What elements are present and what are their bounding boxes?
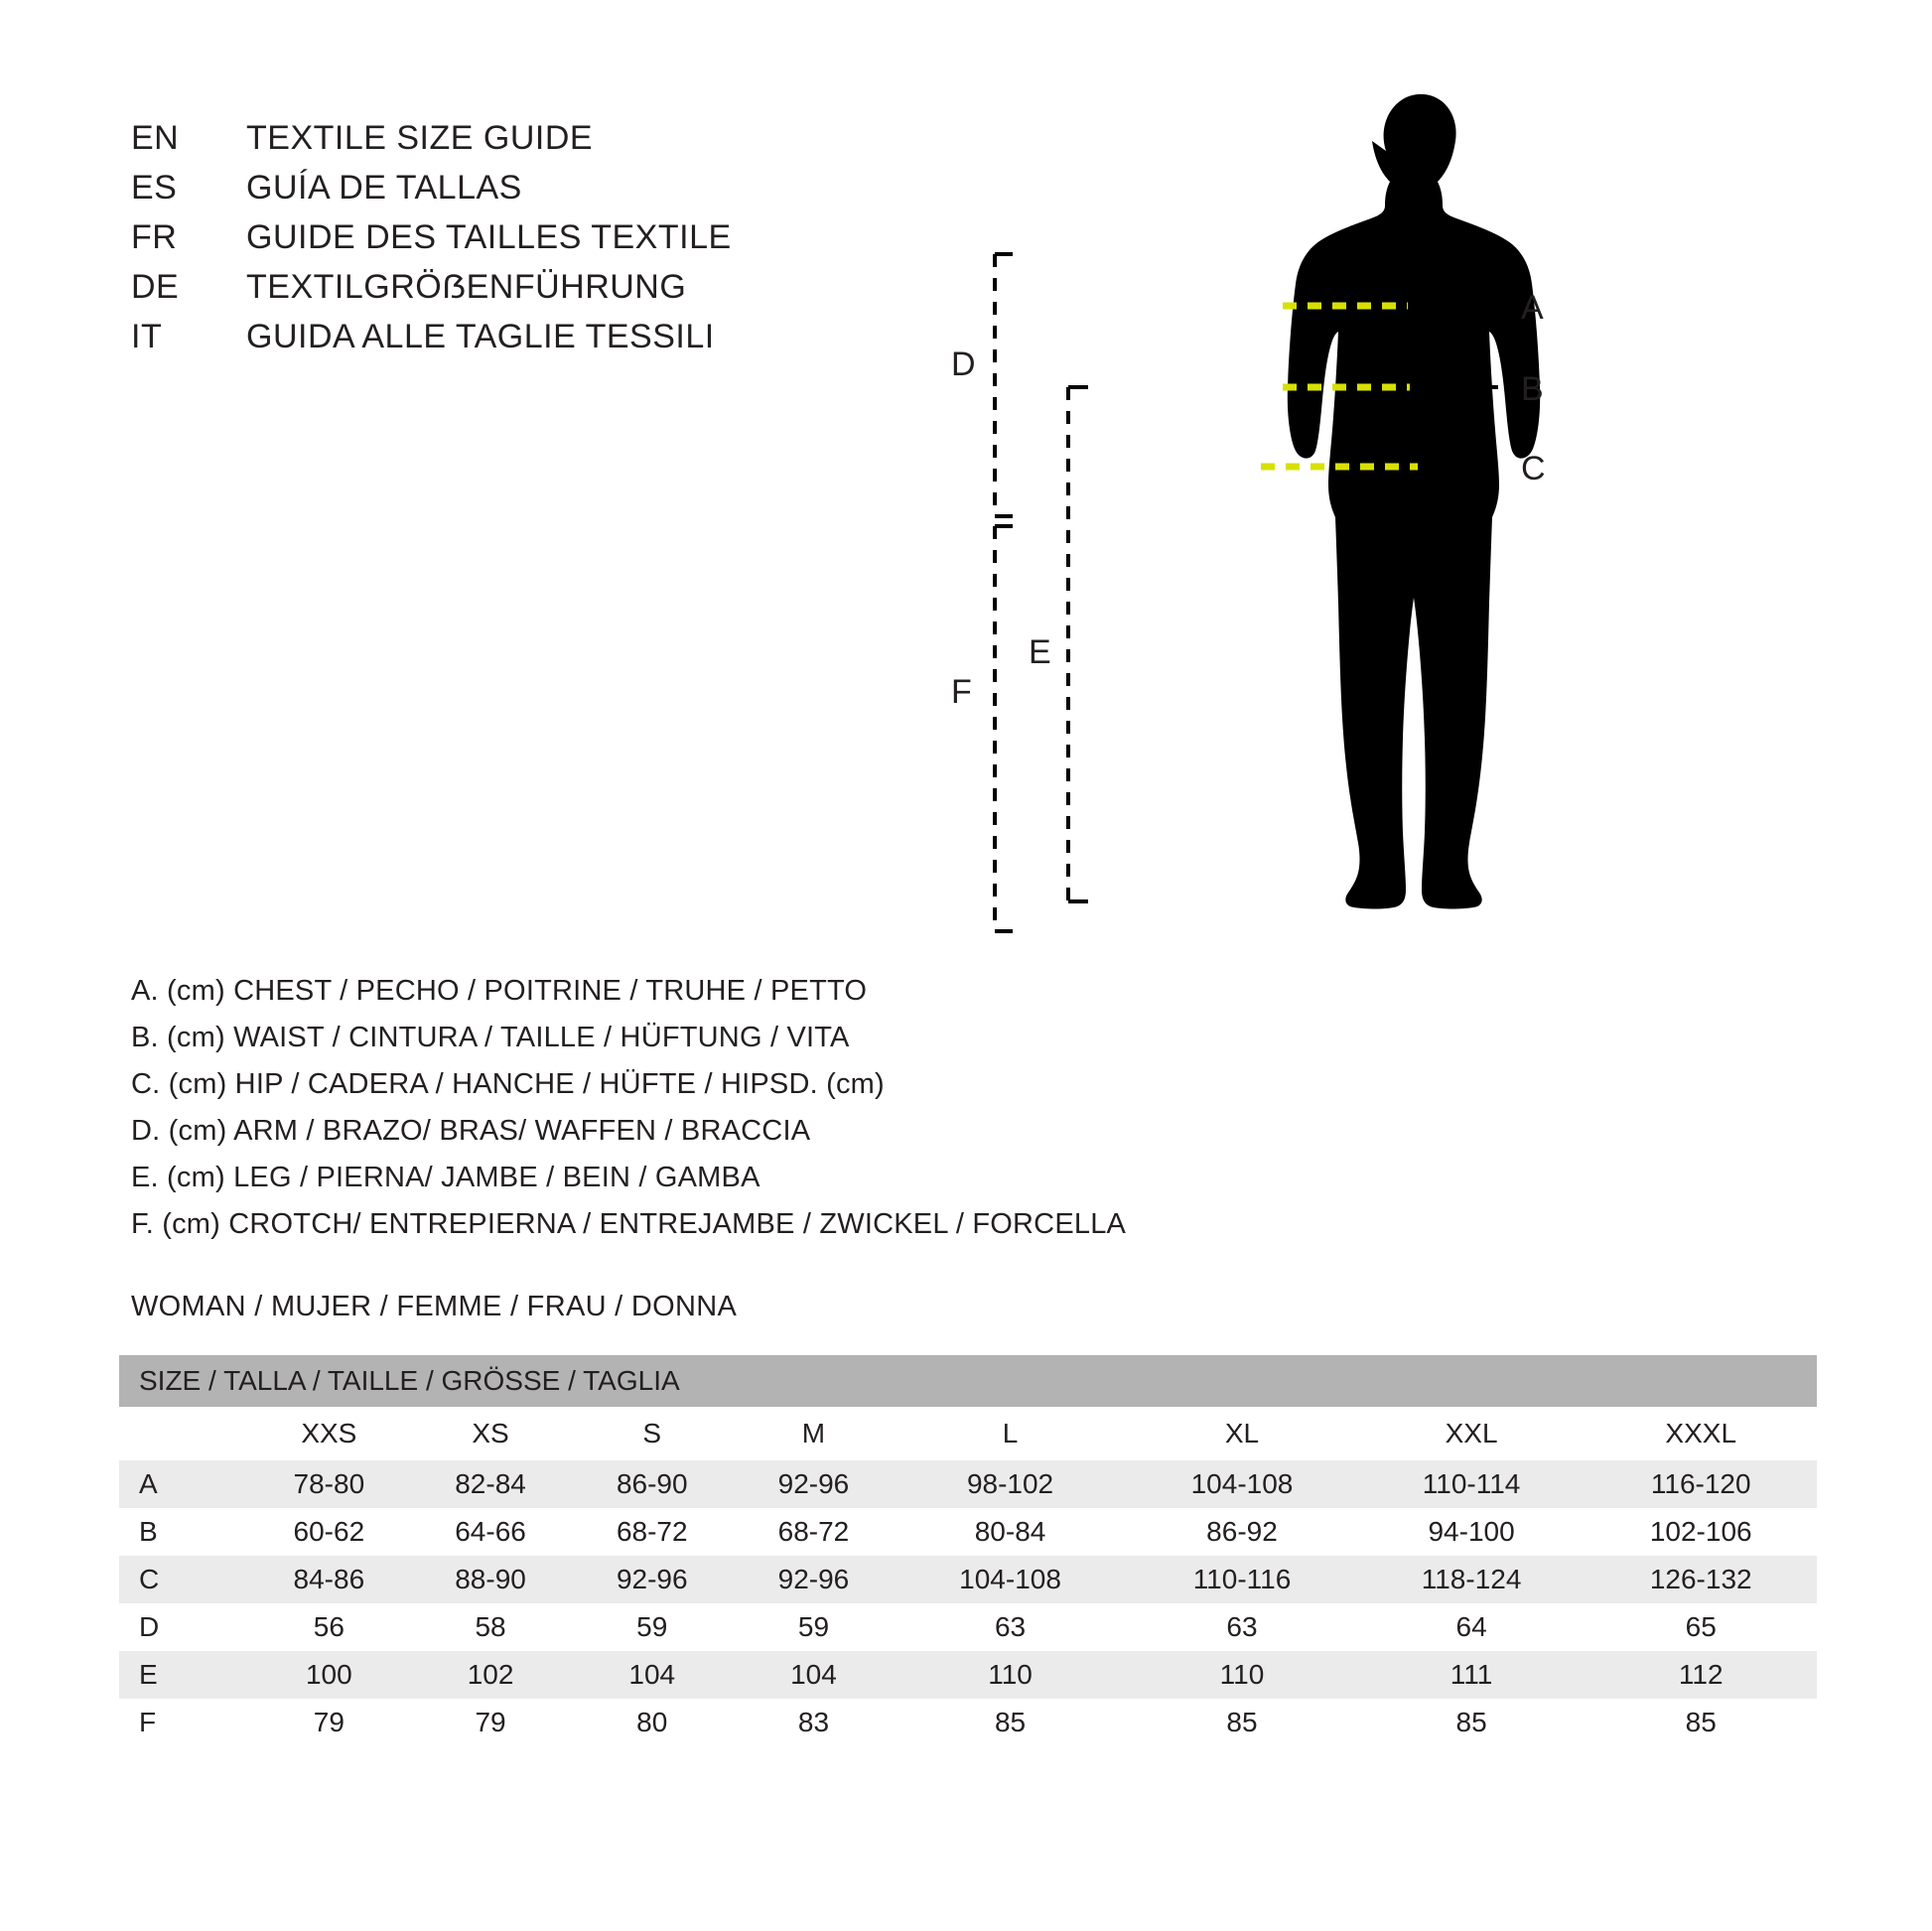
legend-item-a: A. (cm) CHEST / PECHO / POITRINE / TRUHE / PETTO xyxy=(131,975,868,1007)
legend-item-e: E. (cm) LEG / PIERNA/ JAMBE / BEIN / GAMBA xyxy=(131,1162,760,1193)
legend-item-c: C. (cm) HIP / CADERA / HANCHE / HÜFTE / HIPSD. (cm) xyxy=(131,1068,885,1100)
cell-e-m: 104 xyxy=(733,1651,895,1699)
cell-d-xs: 58 xyxy=(410,1603,572,1651)
bracket-e xyxy=(1068,387,1088,901)
title-row xyxy=(131,169,886,218)
cell-c-xxxl: 126-132 xyxy=(1585,1556,1817,1603)
cell-a-m: 92-96 xyxy=(733,1460,895,1508)
cell-f-xl: 85 xyxy=(1126,1699,1357,1746)
callout-label-c: C xyxy=(1521,450,1546,487)
cell-b-xxl: 94-100 xyxy=(1358,1508,1586,1556)
table-row xyxy=(119,1699,1817,1746)
cell-b-s: 68-72 xyxy=(571,1508,733,1556)
table-row xyxy=(119,1460,1817,1508)
cell-f-xxs: 79 xyxy=(248,1699,410,1746)
bracket-f xyxy=(995,526,1013,931)
female-silhouette-icon xyxy=(1288,94,1540,909)
group-label: WOMAN / MUJER / FEMME / FRAU / DONNA xyxy=(131,1291,738,1322)
cell-a-xxxl: 116-120 xyxy=(1585,1460,1817,1508)
header-size-xxxl: XXXL xyxy=(1585,1407,1817,1460)
cell-b-l: 80-84 xyxy=(895,1508,1126,1556)
title-row xyxy=(131,268,886,318)
cell-a-xl: 104-108 xyxy=(1126,1460,1357,1508)
title-lang-es: ES xyxy=(131,169,178,207)
legend-item-d: D. (cm) ARM / BRAZO/ BRAS/ WAFFEN / BRACCIA xyxy=(131,1115,811,1147)
cell-b-xl: 86-92 xyxy=(1126,1508,1357,1556)
title-row xyxy=(131,218,886,268)
title-lang-fr: FR xyxy=(131,218,178,256)
header-size-xxs: XXS xyxy=(248,1407,410,1460)
header-corner xyxy=(119,1407,248,1460)
cell-c-l: 104-108 xyxy=(895,1556,1126,1603)
table-caption: SIZE / TALLA / TAILLE / GRÖSSE / TAGLIA xyxy=(119,1355,1817,1407)
cell-c-xs: 88-90 xyxy=(410,1556,572,1603)
cell-d-xxl: 64 xyxy=(1358,1603,1586,1651)
row-label-f: F xyxy=(119,1699,248,1746)
cell-f-xxl: 85 xyxy=(1358,1699,1586,1746)
cell-b-xxs: 60-62 xyxy=(248,1508,410,1556)
row-label-d: D xyxy=(119,1603,248,1651)
table-row xyxy=(119,1556,1817,1603)
title-text-it: GUIDA ALLE TAGLIE TESSILI xyxy=(246,318,715,355)
row-label-e: E xyxy=(119,1651,248,1699)
header-size-m: M xyxy=(733,1407,895,1460)
cell-f-xxxl: 85 xyxy=(1585,1699,1817,1746)
cell-a-xxs: 78-80 xyxy=(248,1460,410,1508)
bracket-label-e: E xyxy=(1029,633,1051,671)
cell-e-l: 110 xyxy=(895,1651,1126,1699)
title-lang-de: DE xyxy=(131,268,180,306)
callout-label-a: A xyxy=(1521,289,1544,327)
cell-b-m: 68-72 xyxy=(733,1508,895,1556)
cell-d-m: 59 xyxy=(733,1603,895,1651)
bracket-label-f: F xyxy=(951,673,972,711)
table-caption-row xyxy=(119,1355,1817,1407)
size-table xyxy=(119,1355,1817,1746)
cell-c-xxs: 84-86 xyxy=(248,1556,410,1603)
row-label-a: A xyxy=(119,1460,248,1508)
cell-a-l: 98-102 xyxy=(895,1460,1126,1508)
cell-e-xxs: 100 xyxy=(248,1651,410,1699)
cell-d-l: 63 xyxy=(895,1603,1126,1651)
title-row xyxy=(131,119,886,169)
cell-b-xxxl: 102-106 xyxy=(1585,1508,1817,1556)
row-label-c: C xyxy=(119,1556,248,1603)
cell-e-xxl: 111 xyxy=(1358,1651,1586,1699)
cell-f-l: 85 xyxy=(895,1699,1126,1746)
legend-block xyxy=(131,968,1223,1248)
cell-c-xxl: 118-124 xyxy=(1358,1556,1586,1603)
cell-e-s: 104 xyxy=(571,1651,733,1699)
header-size-xxl: XXL xyxy=(1358,1407,1586,1460)
cell-d-xl: 63 xyxy=(1126,1603,1357,1651)
cell-a-xs: 82-84 xyxy=(410,1460,572,1508)
cell-a-s: 86-90 xyxy=(571,1460,733,1508)
bracket-label-d: D xyxy=(951,345,976,383)
cell-b-xs: 64-66 xyxy=(410,1508,572,1556)
legend-item-f: F. (cm) CROTCH/ ENTREPIERNA / ENTREJAMBE / ZWICKEL / FORCELLA xyxy=(131,1208,1127,1240)
cell-a-xxl: 110-114 xyxy=(1358,1460,1586,1508)
title-row xyxy=(131,318,886,367)
header-size-s: S xyxy=(571,1407,733,1460)
callout-label-b: B xyxy=(1521,370,1544,408)
header-size-xs: XS xyxy=(410,1407,572,1460)
cell-d-s: 59 xyxy=(571,1603,733,1651)
cell-f-xs: 79 xyxy=(410,1699,572,1746)
title-text-fr: GUIDE DES TAILLES TEXTILE xyxy=(246,218,732,256)
cell-d-xxxl: 65 xyxy=(1585,1603,1817,1651)
title-text-de: TEXTILGRÖẞENFÜHRUNG xyxy=(246,268,687,306)
cell-f-s: 80 xyxy=(571,1699,733,1746)
cell-c-s: 92-96 xyxy=(571,1556,733,1603)
header-size-l: L xyxy=(895,1407,1126,1460)
cell-d-xxs: 56 xyxy=(248,1603,410,1651)
title-text-en: TEXTILE SIZE GUIDE xyxy=(246,119,594,157)
cell-e-xs: 102 xyxy=(410,1651,572,1699)
table-row xyxy=(119,1603,1817,1651)
title-lang-en: EN xyxy=(131,119,180,157)
table-row xyxy=(119,1651,1817,1699)
bracket-d xyxy=(995,254,1013,516)
table-row xyxy=(119,1508,1817,1556)
table-header-row xyxy=(119,1407,1817,1460)
row-label-b: B xyxy=(119,1508,248,1556)
cell-c-xl: 110-116 xyxy=(1126,1556,1357,1603)
cell-e-xxxl: 112 xyxy=(1585,1651,1817,1699)
header-size-xl: XL xyxy=(1126,1407,1357,1460)
legend-item-b: B. (cm) WAIST / CINTURA / TAILLE / HÜFTUNG / VITA xyxy=(131,1022,850,1053)
title-text-es: GUÍA DE TALLAS xyxy=(246,169,522,207)
cell-e-xl: 110 xyxy=(1126,1651,1357,1699)
title-block xyxy=(131,119,886,367)
title-lang-it: IT xyxy=(131,318,163,355)
cell-c-m: 92-96 xyxy=(733,1556,895,1603)
cell-f-m: 83 xyxy=(733,1699,895,1746)
